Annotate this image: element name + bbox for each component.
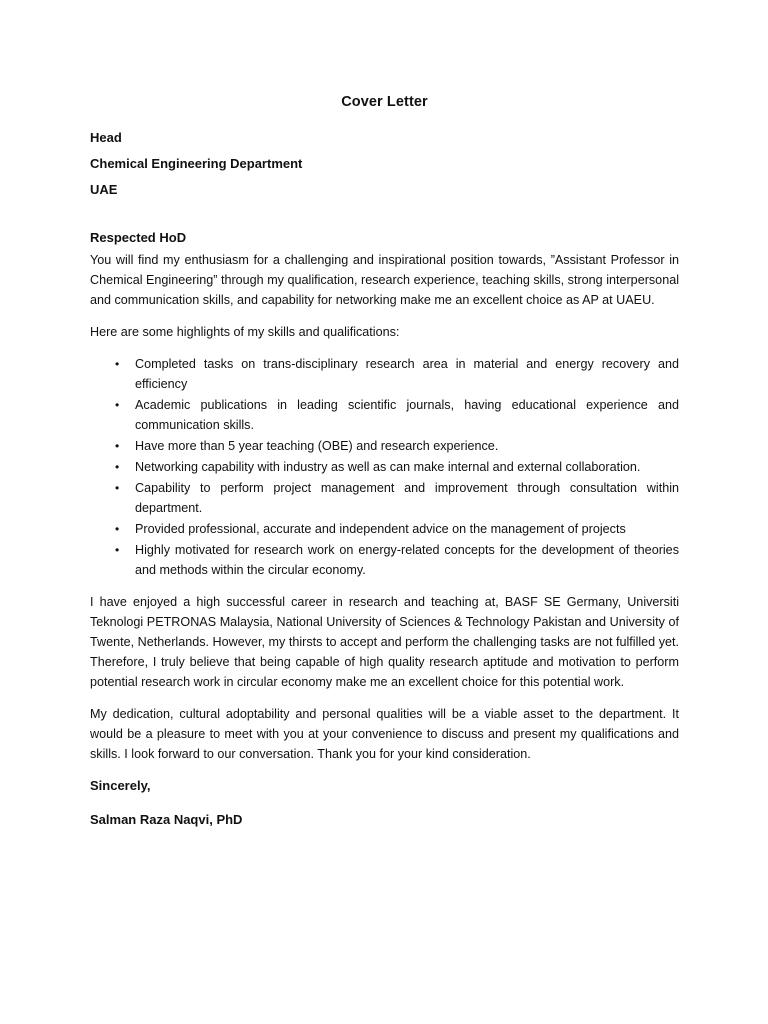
- recipient-block: [90, 130, 679, 198]
- recipient-department: Chemical Engineering Department: [90, 156, 303, 171]
- list-item-text: Provided professional, accurate and independent advice on the management of projects: [135, 522, 626, 536]
- bullet-icon: •: [115, 481, 120, 495]
- list-item: [90, 436, 679, 456]
- list-item: [90, 457, 679, 477]
- list-item: [90, 519, 679, 539]
- salutation: Respected HoD: [90, 230, 187, 245]
- highlights-intro: Here are some highlights of my skills and qualifications:: [90, 325, 400, 339]
- list-item-text: Networking capability with industry as well as can make internal and external collaboration.: [135, 460, 641, 474]
- list-item: [90, 478, 679, 518]
- dedication-paragraph: My dedication, cultural adoptability and personal qualities will be a viable asset to the department. It would be a pleasure to meet with you at your convenience to discuss and present my qualifications and skills. I look forward to our conversation. Thank you for your kind consideration.: [90, 707, 679, 761]
- list-item: [90, 354, 679, 394]
- list-item-text: Completed tasks on trans-disciplinary research area in material and energy recovery and efficiency: [135, 357, 679, 391]
- bullet-icon: •: [115, 439, 120, 453]
- highlights-list: [90, 354, 679, 580]
- intro-paragraph: You will find my enthusiasm for a challenging and inspirational position towards, ”Assistant Professor in Chemical Engineering” through my qualification, research experience, teaching skills, strong interpersonal and communication skills, and capability for networking make me an excellent choice as AP at UAEU.: [90, 253, 679, 307]
- recipient-country: UAE: [90, 182, 118, 197]
- list-item-text: Capability to perform project management and improvement through consultation within department.: [135, 481, 679, 515]
- bullet-icon: •: [115, 398, 120, 412]
- list-item-text: Academic publications in leading scientific journals, having educational experience and communication skills.: [135, 398, 679, 432]
- bullet-icon: •: [115, 357, 120, 371]
- bullet-icon: •: [115, 522, 120, 536]
- closing: Sincerely,: [90, 778, 151, 793]
- letter-body: [90, 94, 679, 828]
- recipient-title: Head: [90, 130, 122, 145]
- bullet-icon: •: [115, 543, 120, 557]
- list-item: [90, 540, 679, 580]
- career-paragraph: I have enjoyed a high successful career in research and teaching at, BASF SE Germany, Universiti Teknologi PETRONAS Malaysia, National University of Sciences & Technology Pakistan and University of Twente, Netherlands. However, my thirsts to accept and perform the challenging tasks are not fulfilled yet. Therefore, I truly believe that being capable of high quality research aptitude and motivation to perform potential research work in circular economy make me an excellent choice for this potential work.: [90, 595, 679, 689]
- signature-name: Salman Raza Naqvi, PhD: [90, 812, 243, 827]
- list-item-text: Have more than 5 year teaching (OBE) and research experience.: [135, 439, 499, 453]
- list-item: [90, 395, 679, 435]
- document-title: Cover Letter: [341, 94, 428, 110]
- bullet-icon: •: [115, 460, 120, 474]
- list-item-text: Highly motivated for research work on energy-related concepts for the development of theories and methods within the circular economy.: [135, 543, 679, 577]
